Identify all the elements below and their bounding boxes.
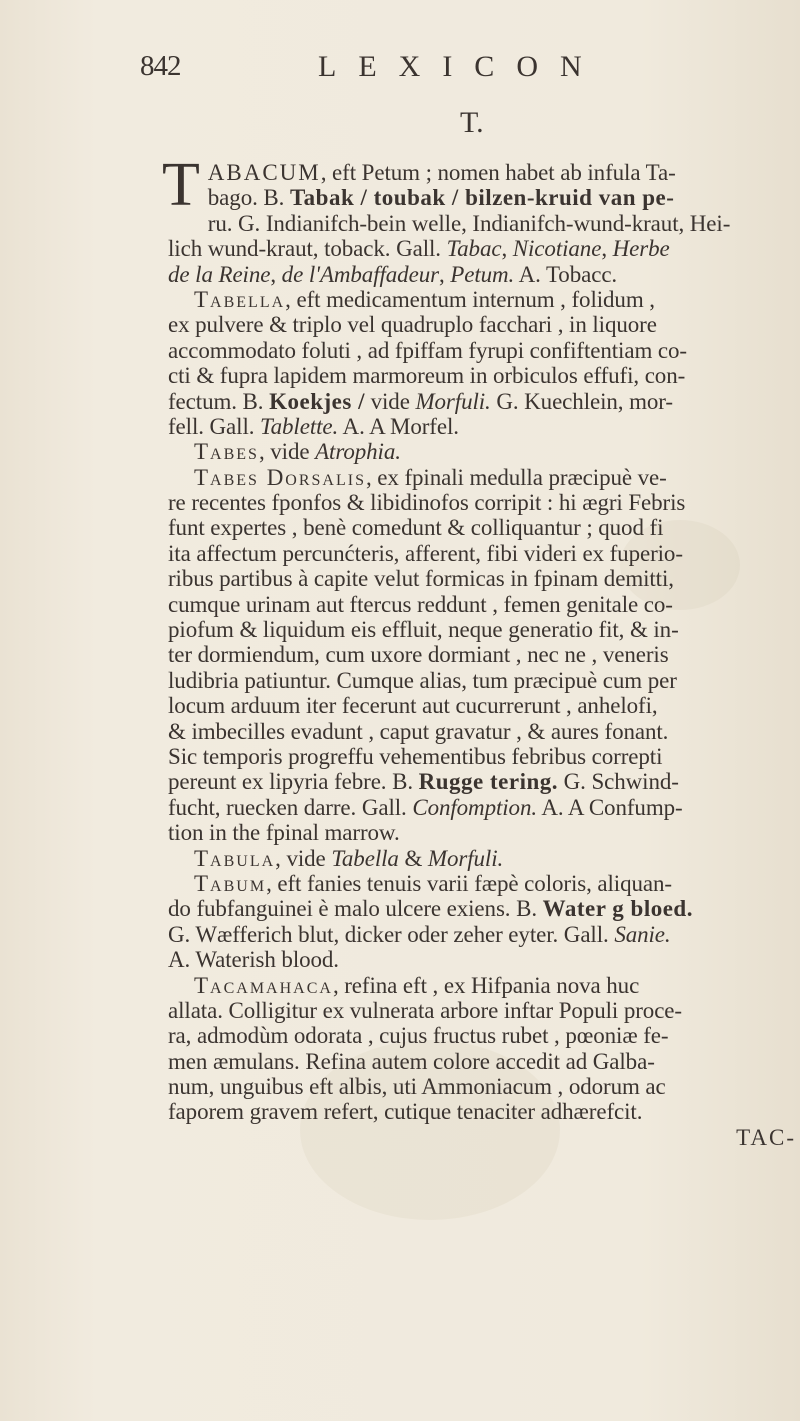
text-run: , ex fpinali medulla præcipuè ve- — [366, 464, 667, 490]
italic-term: Morfuli. — [415, 388, 491, 414]
text-line — [168, 363, 800, 388]
section-letter: T. — [460, 106, 484, 139]
text-run: , — [601, 236, 613, 262]
text-line — [168, 896, 800, 921]
text-line — [168, 1074, 800, 1099]
text-line — [168, 287, 800, 312]
vernacular-term: Tabak / toubak / bilzen-kruid van pe- — [289, 185, 675, 211]
text-run: do fubfanguinei è malo ulcere exiens. B. — [168, 896, 543, 922]
text-line — [168, 642, 800, 667]
text-run: G. Schwind- — [558, 769, 679, 795]
text-line — [168, 998, 800, 1023]
text-run: & — [398, 845, 428, 871]
text-line — [168, 414, 800, 439]
text-line — [168, 1049, 800, 1074]
text-line — [168, 1023, 800, 1048]
text-line — [168, 617, 800, 642]
headword: Tabella — [194, 286, 286, 312]
headword: Tabum — [194, 870, 267, 896]
text-line — [168, 389, 800, 414]
italic-term: Atrophia. — [315, 439, 401, 465]
catchword — [168, 1125, 800, 1150]
text-run: , vide — [258, 439, 316, 465]
text-run: , eft medicamentum internum , folidum , — [285, 286, 655, 312]
text-run: ter dormiendum, cum uxore dormiant , nec ne , veneris — [168, 642, 669, 668]
text-run: G. Wæfferich blut, dicker oder zeher eyter. Gall. — [168, 921, 615, 947]
text-line — [168, 465, 800, 490]
text-line — [168, 262, 800, 287]
text-run: accommodato foluti , ad fpiffam fyrupi confiftentiam co- — [168, 337, 687, 363]
text-line — [168, 236, 800, 261]
text-run: , eft fanies tenuis varii fæpè coloris, aliquan- — [266, 870, 672, 896]
text-run: fucht, ruecken darre. Gall. — [168, 794, 413, 820]
text-line — [168, 185, 800, 210]
text-run: G. Kuechlein, mor- — [490, 388, 673, 414]
text-line — [168, 490, 800, 515]
text-line — [168, 744, 800, 769]
text-run: funt expertes , benè comedunt & colliquantur ; quod fi — [168, 515, 664, 541]
italic-term: Petum. — [450, 261, 515, 287]
text-run: num, unguibus eft albis, uti Ammoniacum , odorum ac — [168, 1074, 666, 1100]
text-run: fectum. B. — [168, 388, 270, 414]
italic-term: Morfuli. — [427, 845, 504, 871]
text-run: ita affectum percunćteris, afferent, fibi videri ex fuperio- — [168, 540, 683, 566]
text-line — [168, 795, 800, 820]
italic-term: Tabella — [331, 845, 399, 871]
text-run: ru. G. Indianifch-bein welle, Indianifch-wund-kraut, Hei- — [207, 210, 731, 236]
text-run: vide — [364, 388, 416, 414]
italic-term: Tabac — [446, 236, 502, 262]
text-line — [168, 693, 800, 718]
italic-term: Nicotiane — [512, 236, 602, 262]
text-line — [168, 439, 800, 464]
lexicon-entries — [162, 151, 800, 1150]
italic-term: Confomption. — [412, 794, 537, 820]
italic-term: Sanie. — [614, 921, 671, 947]
text-run: Sic temporis progreffu vehementibus febribus correpti — [168, 743, 663, 769]
text-line — [168, 973, 800, 998]
text-run: allata. Colligitur ex vulnerata arbore inftar Populi proce- — [168, 997, 682, 1023]
text-line — [168, 922, 800, 947]
text-line — [168, 211, 800, 236]
text-line — [168, 719, 800, 744]
text-run: re recentes fponfos & libidinofos corripit : hi ægri Febris — [168, 490, 686, 516]
text-run: , refina eft , ex Hifpania nova huc — [332, 972, 640, 998]
text-run: ludibria patiuntur. Cumque alias, tum præcipuè cum per — [168, 667, 677, 693]
italic-term: de l'Ambaffadeur — [281, 261, 439, 287]
text-run: piofum & liquidum eis effluit, neque generatio fit, & in- — [168, 617, 679, 643]
drop-cap: T — [162, 151, 200, 219]
headword: Tacamahaca — [194, 972, 333, 998]
text-run: tion in the fpinal marrow. — [168, 820, 400, 846]
text-line — [168, 1099, 800, 1124]
text-run: ex pulvere & triplo vel quadruplo facchari , in liquore — [168, 312, 657, 338]
text-run: ra, admodùm odorata , cujus fructus rubet , pœoniæ fe- — [168, 1023, 669, 1049]
text-run: A. Waterish blood. — [168, 947, 339, 973]
text-run: & imbecilles evadunt , caput gravatur , & aures fonant. — [168, 718, 669, 744]
text-run: lich wund-kraut, toback. Gall. — [168, 236, 447, 262]
text-run: fell. Gall. — [168, 413, 261, 439]
page-number: 842 — [140, 50, 181, 82]
text-run: , — [501, 236, 513, 262]
text-line — [168, 769, 800, 794]
vernacular-term: Rugge tering. — [418, 769, 559, 795]
text-line — [168, 947, 800, 972]
text-line — [168, 160, 800, 185]
headword: Tabes — [194, 439, 259, 465]
text-run: faporem gravem refert, cutique tenaciter adhærefcit. — [168, 1099, 643, 1125]
text-run: , vide — [275, 845, 332, 871]
text-run: pereunt ex lipyria febre. B. — [168, 769, 419, 795]
text-line — [168, 846, 800, 871]
vernacular-term: Water g bloed. — [542, 896, 693, 922]
text-line — [168, 541, 800, 566]
text-line — [168, 515, 800, 540]
catchword-text: TAC- — [736, 1124, 796, 1150]
text-run: A. Tobacc. — [514, 261, 618, 287]
running-head — [0, 50, 800, 94]
headword: Tabes Dorsalis — [194, 464, 366, 490]
text-run: men æmulans. Refina autem colore accedit ad Galba- — [168, 1048, 655, 1074]
italic-term: Tablette. — [260, 413, 339, 439]
text-line — [168, 312, 800, 337]
text-run: cumque urinam aut ftercus reddunt , femen genitale co- — [168, 591, 673, 617]
text-run: , — [270, 261, 282, 287]
running-title: LEXICON — [318, 50, 604, 83]
text-run: locum arduum iter fecerunt aut cucurrerunt , anhelofi, — [168, 693, 658, 719]
text-run: bago. B. — [207, 185, 290, 211]
text-line — [168, 820, 800, 845]
text-line — [168, 338, 800, 363]
headword: ABACUM — [207, 160, 321, 185]
text-line — [168, 592, 800, 617]
text-run: A. A Confump- — [537, 794, 683, 820]
text-line — [168, 566, 800, 591]
text-line — [168, 668, 800, 693]
vernacular-term: Koekjes / — [269, 388, 365, 414]
headword: Tabula — [194, 845, 276, 871]
text-run: ribus partibus à capite velut formicas in fpinam demitti, — [168, 566, 674, 592]
text-run: A. A Morfel. — [338, 413, 459, 439]
italic-term: de la Reine — [168, 261, 271, 287]
italic-term: Herbe — [612, 236, 670, 262]
text-run: cti & fupra lapidem marmoreum in orbiculos effufi, con- — [168, 363, 686, 389]
text-run: , eft Petum ; nomen habet ab infula Ta- — [320, 160, 676, 185]
text-run: , — [438, 261, 451, 287]
text-line — [168, 871, 800, 896]
